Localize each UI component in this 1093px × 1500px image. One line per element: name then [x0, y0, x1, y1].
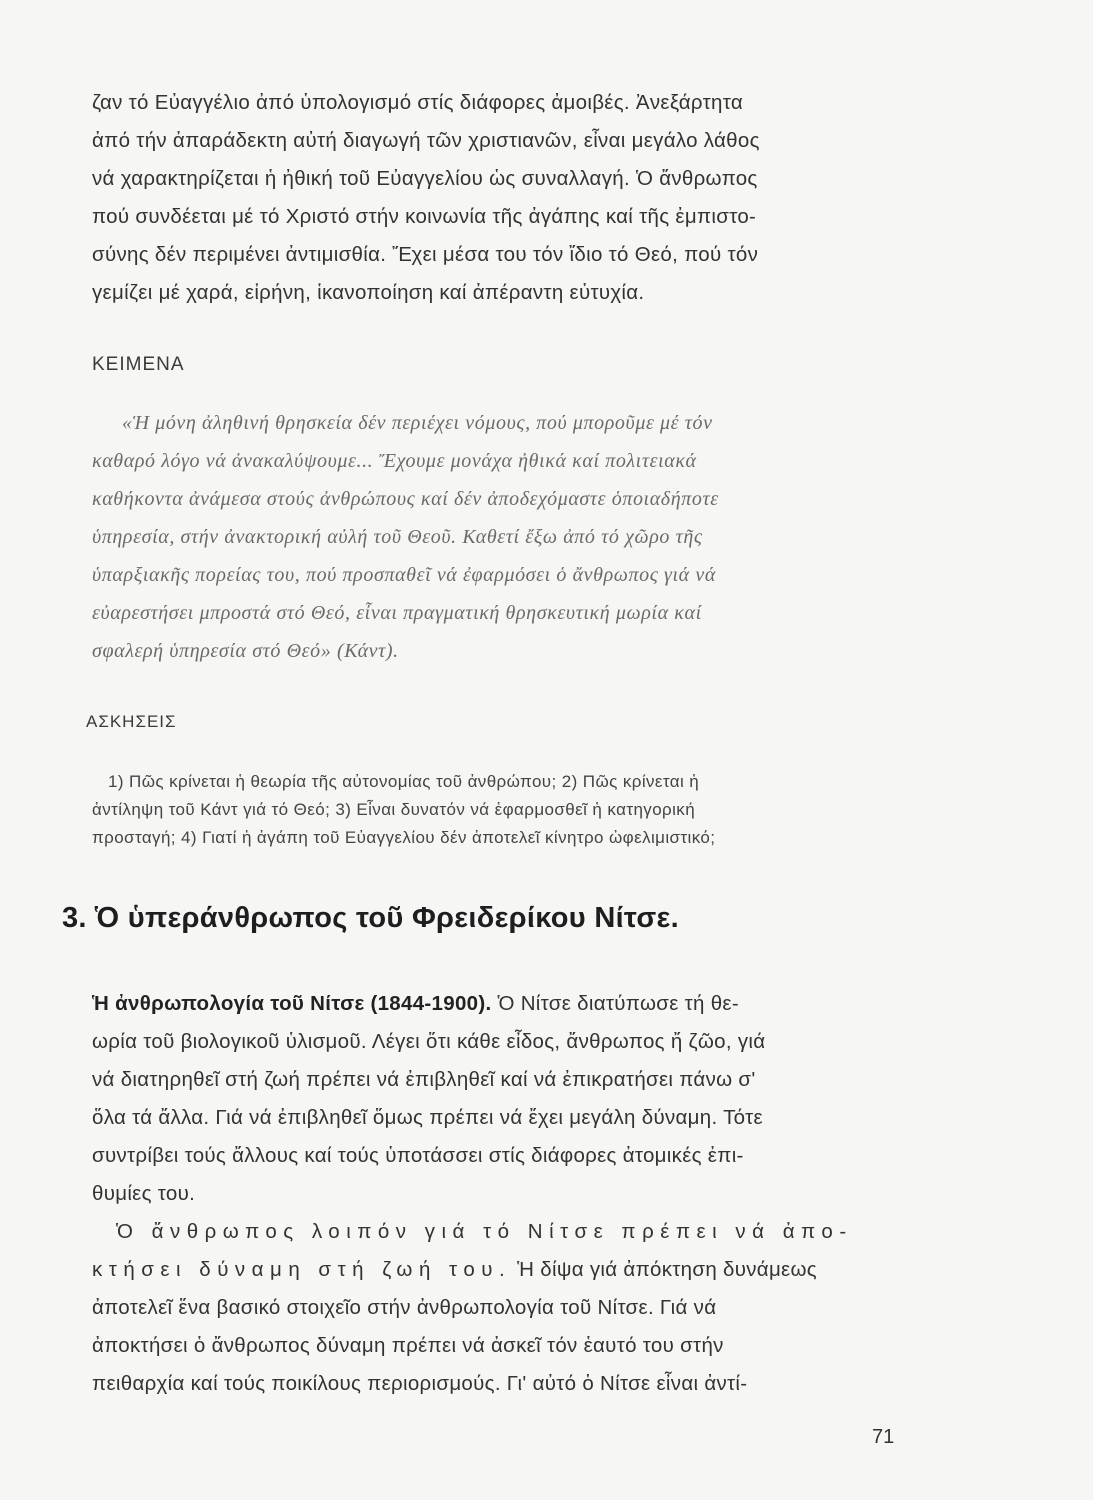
exercise-line: ἀντίληψη τοῦ Κάντ γιά τό Θεό; 3) Εἶναι δυνατόν νά ἐφαρμοσθεῖ ἡ κατηγορική: [92, 800, 696, 819]
kant-quote: [92, 404, 922, 670]
text-line: ωρία τοῦ βιολογικοῦ ὑλισμοῦ. Λέγει ὅτι κάθε εἶδος, ἄνθρωπος ἤ ζῶο, γιά: [92, 1030, 766, 1053]
text-run: κτήσει δύναμη στή ζωή του.: [92, 1258, 512, 1281]
body-paragraph-2: [92, 1213, 922, 1403]
quote-line: ὑπηρεσία, στήν ἀνακτορική αὐλή τοῦ Θεοῦ. Καθετί ἔξω ἀπό τό χῶρο τῆς: [92, 526, 703, 548]
text-run: Ὁ Νίτσε διατύπωσε τή θε-: [491, 992, 739, 1015]
text-line: σύνης δέν περιμένει ἀντιμισθία. Ἔχει μέσα του τόν ἴδιο τό Θεό, πού τόν: [92, 243, 759, 266]
quote-line: καθαρό λόγο νά ἀνακαλύψουμε... Ἔχουμε μονάχα ἠθικά καί πολιτειακά: [92, 450, 697, 472]
quote-line: ὑπαρξιακῆς πορείας του, πού προσπαθεῖ νά ἐφαρμόσει ὁ ἄνθρωπος γιά νά: [92, 564, 716, 586]
text-line: πειθαρχία καί τούς ποικίλους περιορισμούς. Γι' αὐτό ὁ Νίτσε εἶναι ἀντί-: [92, 1372, 748, 1395]
text-line: [92, 985, 922, 1023]
body-paragraph-1: [92, 985, 922, 1213]
text-line: θυμίες του.: [92, 1182, 196, 1205]
texts-label: ΚΕΙΜΕΝΑ: [92, 354, 185, 375]
text-run: Ἡ δίψα γιά ἀπόκτηση δυνάμεως: [511, 1258, 817, 1281]
text-line: συντρίβει τούς ἄλλους καί τούς ὑποτάσσει στίς διάφορες ἀτομικές ἐπι-: [92, 1144, 744, 1167]
text-line: νά διατηρηθεῖ στή ζωή πρέπει νά ἐπιβληθεῖ καί νά ἐπικρατήσει πάνω σ': [92, 1068, 756, 1091]
text-line: ἀποκτήσει ὁ ἄνθρωπος δύναμη πρέπει νά ἀσκεῖ τόν ἑαυτό του στήν: [92, 1334, 724, 1357]
section-heading: Ἡ ἀνθρωπολογία τοῦ Νίτσε (1844-1900).: [92, 992, 492, 1015]
exercises-label: ΑΣΚΗΣΕΙΣ: [86, 712, 177, 731]
text-line: Ὁ ἄνθρωπος λοιπόν γιά τό Νίτσε πρέπει νά ἀπο-: [116, 1220, 853, 1243]
chapter-title: 3. Ὁ ὑπεράνθρωπος τοῦ Φρειδερίκου Νίτσε.: [62, 902, 679, 934]
page-content: [62, 84, 922, 1403]
text-line: ἀπό τήν ἀπαράδεκτη αὐτή διαγωγή τῶν χριστιανῶν, εἶναι μεγάλο λάθος: [92, 129, 760, 152]
exercise-line: 1) Πῶς κρίνεται ἡ θεωρία τῆς αὐτονομίας τοῦ ἀνθρώπου; 2) Πῶς κρίνεται ἡ: [108, 772, 700, 791]
text-line: [92, 1251, 922, 1289]
intro-paragraph: [92, 84, 922, 312]
exercise-line: προσταγή; 4) Γιατί ἡ ἀγάπη τοῦ Εὐαγγελίου δέν ἀποτελεῖ κίνητρο ὠφελιμιστικό;: [92, 828, 716, 847]
text-line: ὅλα τά ἄλλα. Γιά νά ἐπιβληθεῖ ὅμως πρέπει νά ἔχει μεγάλη δύναμη. Τότε: [92, 1106, 763, 1129]
text-line: ἀποτελεῖ ἕνα βασικό στοιχεῖο στήν ἀνθρωπολογία τοῦ Νίτσε. Γιά νά: [92, 1296, 717, 1319]
nietzsche-section: [92, 985, 922, 1403]
text-line: πού συνδέεται μέ τό Χριστό στήν κοινωνία τῆς ἀγάπης καί τῆς ἐμπιστο-: [92, 205, 757, 228]
text-line: γεμίζει μέ χαρά, εἰρήνη, ἱκανοποίηση καί ἀπέραντη εὐτυχία.: [92, 281, 645, 304]
text-line: νά χαρακτηρίζεται ἡ ἠθική τοῦ Εὐαγγελίου ὡς συναλλαγή. Ὁ ἄνθρωπος: [92, 167, 758, 190]
page-number: 71: [872, 1426, 895, 1448]
text-line: ζαν τό Εὐαγγέλιο ἀπό ὑπολογισμό στίς διάφορες ἀμοιβές. Ἀνεξάρτητα: [92, 91, 743, 114]
quote-line: καθήκοντα ἀνάμεσα στούς ἀνθρώπους καί δέν ἀποδεχόμαστε ὁποιαδήποτε: [92, 488, 719, 510]
quote-line: σφαλερή ὑπηρεσία στό Θεό» (Κάντ).: [92, 640, 399, 662]
quote-line: «Ἡ μόνη ἀληθινή θρησκεία δέν περιέχει νόμους, πού μποροῦμε μέ τόν: [122, 412, 713, 434]
quote-line: εὐαρεστήσει μπροστά στό Θεό, εἶναι πραγματική θρησκευτική μωρία καί: [92, 602, 702, 624]
exercises-list: [92, 768, 922, 852]
